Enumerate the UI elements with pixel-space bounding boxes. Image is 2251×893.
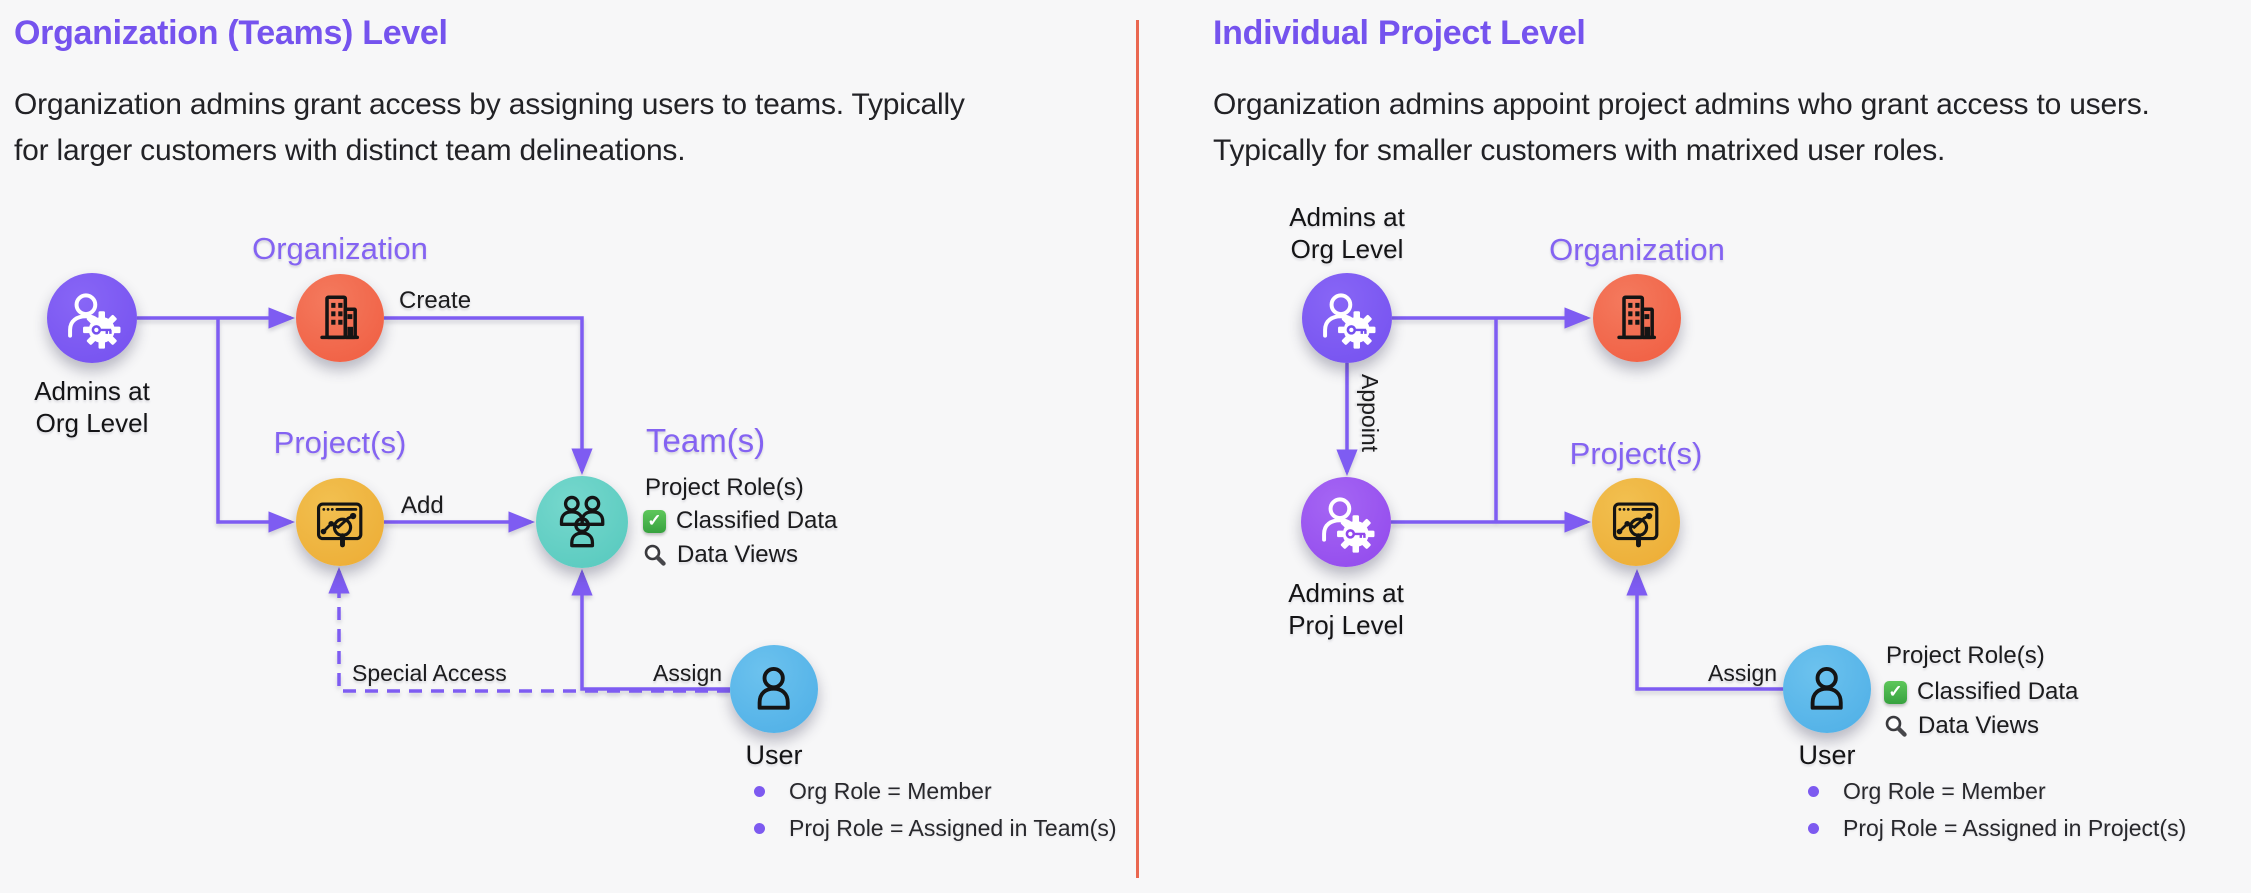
bullet-row: Org Role = Member [1808,778,2186,805]
project-role-views-label: Data Views [1918,712,2039,739]
analytics-browser-icon [1604,490,1667,553]
admin-gear-key-icon [60,286,125,351]
project-roles-heading-right: Project Role(s) [1886,642,2045,669]
user-caption-left: User [745,740,803,770]
bullet-dot [754,786,765,797]
teams-node [536,476,628,568]
teams-label: Team(s) [646,422,766,459]
bullet-row: Org Role = Member [754,778,1116,805]
org-admin-node-left [47,273,137,363]
org-admin-caption-left: Admins at Org Level [34,376,150,438]
projects-label-left: Project(s) [273,425,407,460]
building-icon [1605,286,1668,349]
project-role-views-row [1884,712,2039,740]
left-panel-title: Organization (Teams) Level [14,14,448,52]
edge-label-assign-left: Assign [653,660,723,686]
check-icon: ✓ [1884,681,1907,704]
team-people-icon [549,489,615,555]
user-node-right [1783,645,1871,733]
projects-node-left [296,478,384,566]
org-admin-caption-right: Admins at Org Level [1289,202,1405,264]
organization-label-left: Organization [252,231,428,266]
user-node-left [730,645,818,733]
check-icon: ✓ [643,510,666,533]
right-description-line2: Typically for smaller customers with matrixed user roles. [1213,134,1946,167]
right-panel-description [1213,82,2150,174]
team-role-views-row [643,541,798,569]
right-description-line1: Organization admins appoint project admins who grant access to users. [1213,88,2150,121]
panel-divider [1136,20,1139,878]
bullet-dot [1808,786,1819,797]
proj-admin-caption-right: Admins at Proj Level [1288,578,1404,640]
edge-label-add: Add [401,492,444,519]
left-description-line1: Organization admins grant access by assigning users to teams. Typically [14,88,965,121]
organization-node-left [296,274,384,362]
right-panel-title: Individual Project Level [1213,14,1586,52]
user-caption-right: User [1798,740,1856,770]
edge-label-special-access: Special Access [352,660,507,686]
team-role-classified-label: Classified Data [676,507,838,534]
edge-label-assign-right: Assign [1708,660,1778,686]
organization-label-right: Organization [1549,232,1725,267]
magnifier-icon [643,543,667,567]
user-bullets-left [754,778,1116,852]
team-role-classified-row [643,507,837,535]
magnifier-icon [1884,714,1908,738]
team-roles-heading: Project Role(s) [645,474,804,501]
organization-node-right [1593,274,1681,362]
bullet-dot [1808,823,1819,834]
user-bullets-right [1808,778,2186,852]
proj-admin-node-right [1301,477,1391,567]
edge-label-create: Create [399,287,472,314]
admin-gear-key-icon [1315,286,1380,351]
team-role-views-label: Data Views [677,541,798,568]
project-role-classified-label: Classified Data [1917,678,2079,705]
org-admin-node-right [1302,273,1392,363]
building-icon [308,286,371,349]
analytics-browser-icon [308,490,371,553]
admin-gear-key-icon [1314,490,1379,555]
left-panel-description [14,82,965,174]
edge-label-appoint: Appoint [1357,374,1383,453]
left-description-line2: for larger customers with distinct team delineations. [14,134,686,167]
user-person-icon [1795,657,1858,720]
user-person-icon [742,657,805,720]
bullet-row: Proj Role = Assigned in Project(s) [1808,815,2186,842]
project-role-classified-row [1884,678,2078,706]
edge-admin-to-project-left [218,318,291,522]
bullet-dot [754,823,765,834]
projects-node-right [1592,478,1680,566]
projects-label-right: Project(s) [1569,436,1703,471]
bullet-row: Proj Role = Assigned in Team(s) [754,815,1116,842]
